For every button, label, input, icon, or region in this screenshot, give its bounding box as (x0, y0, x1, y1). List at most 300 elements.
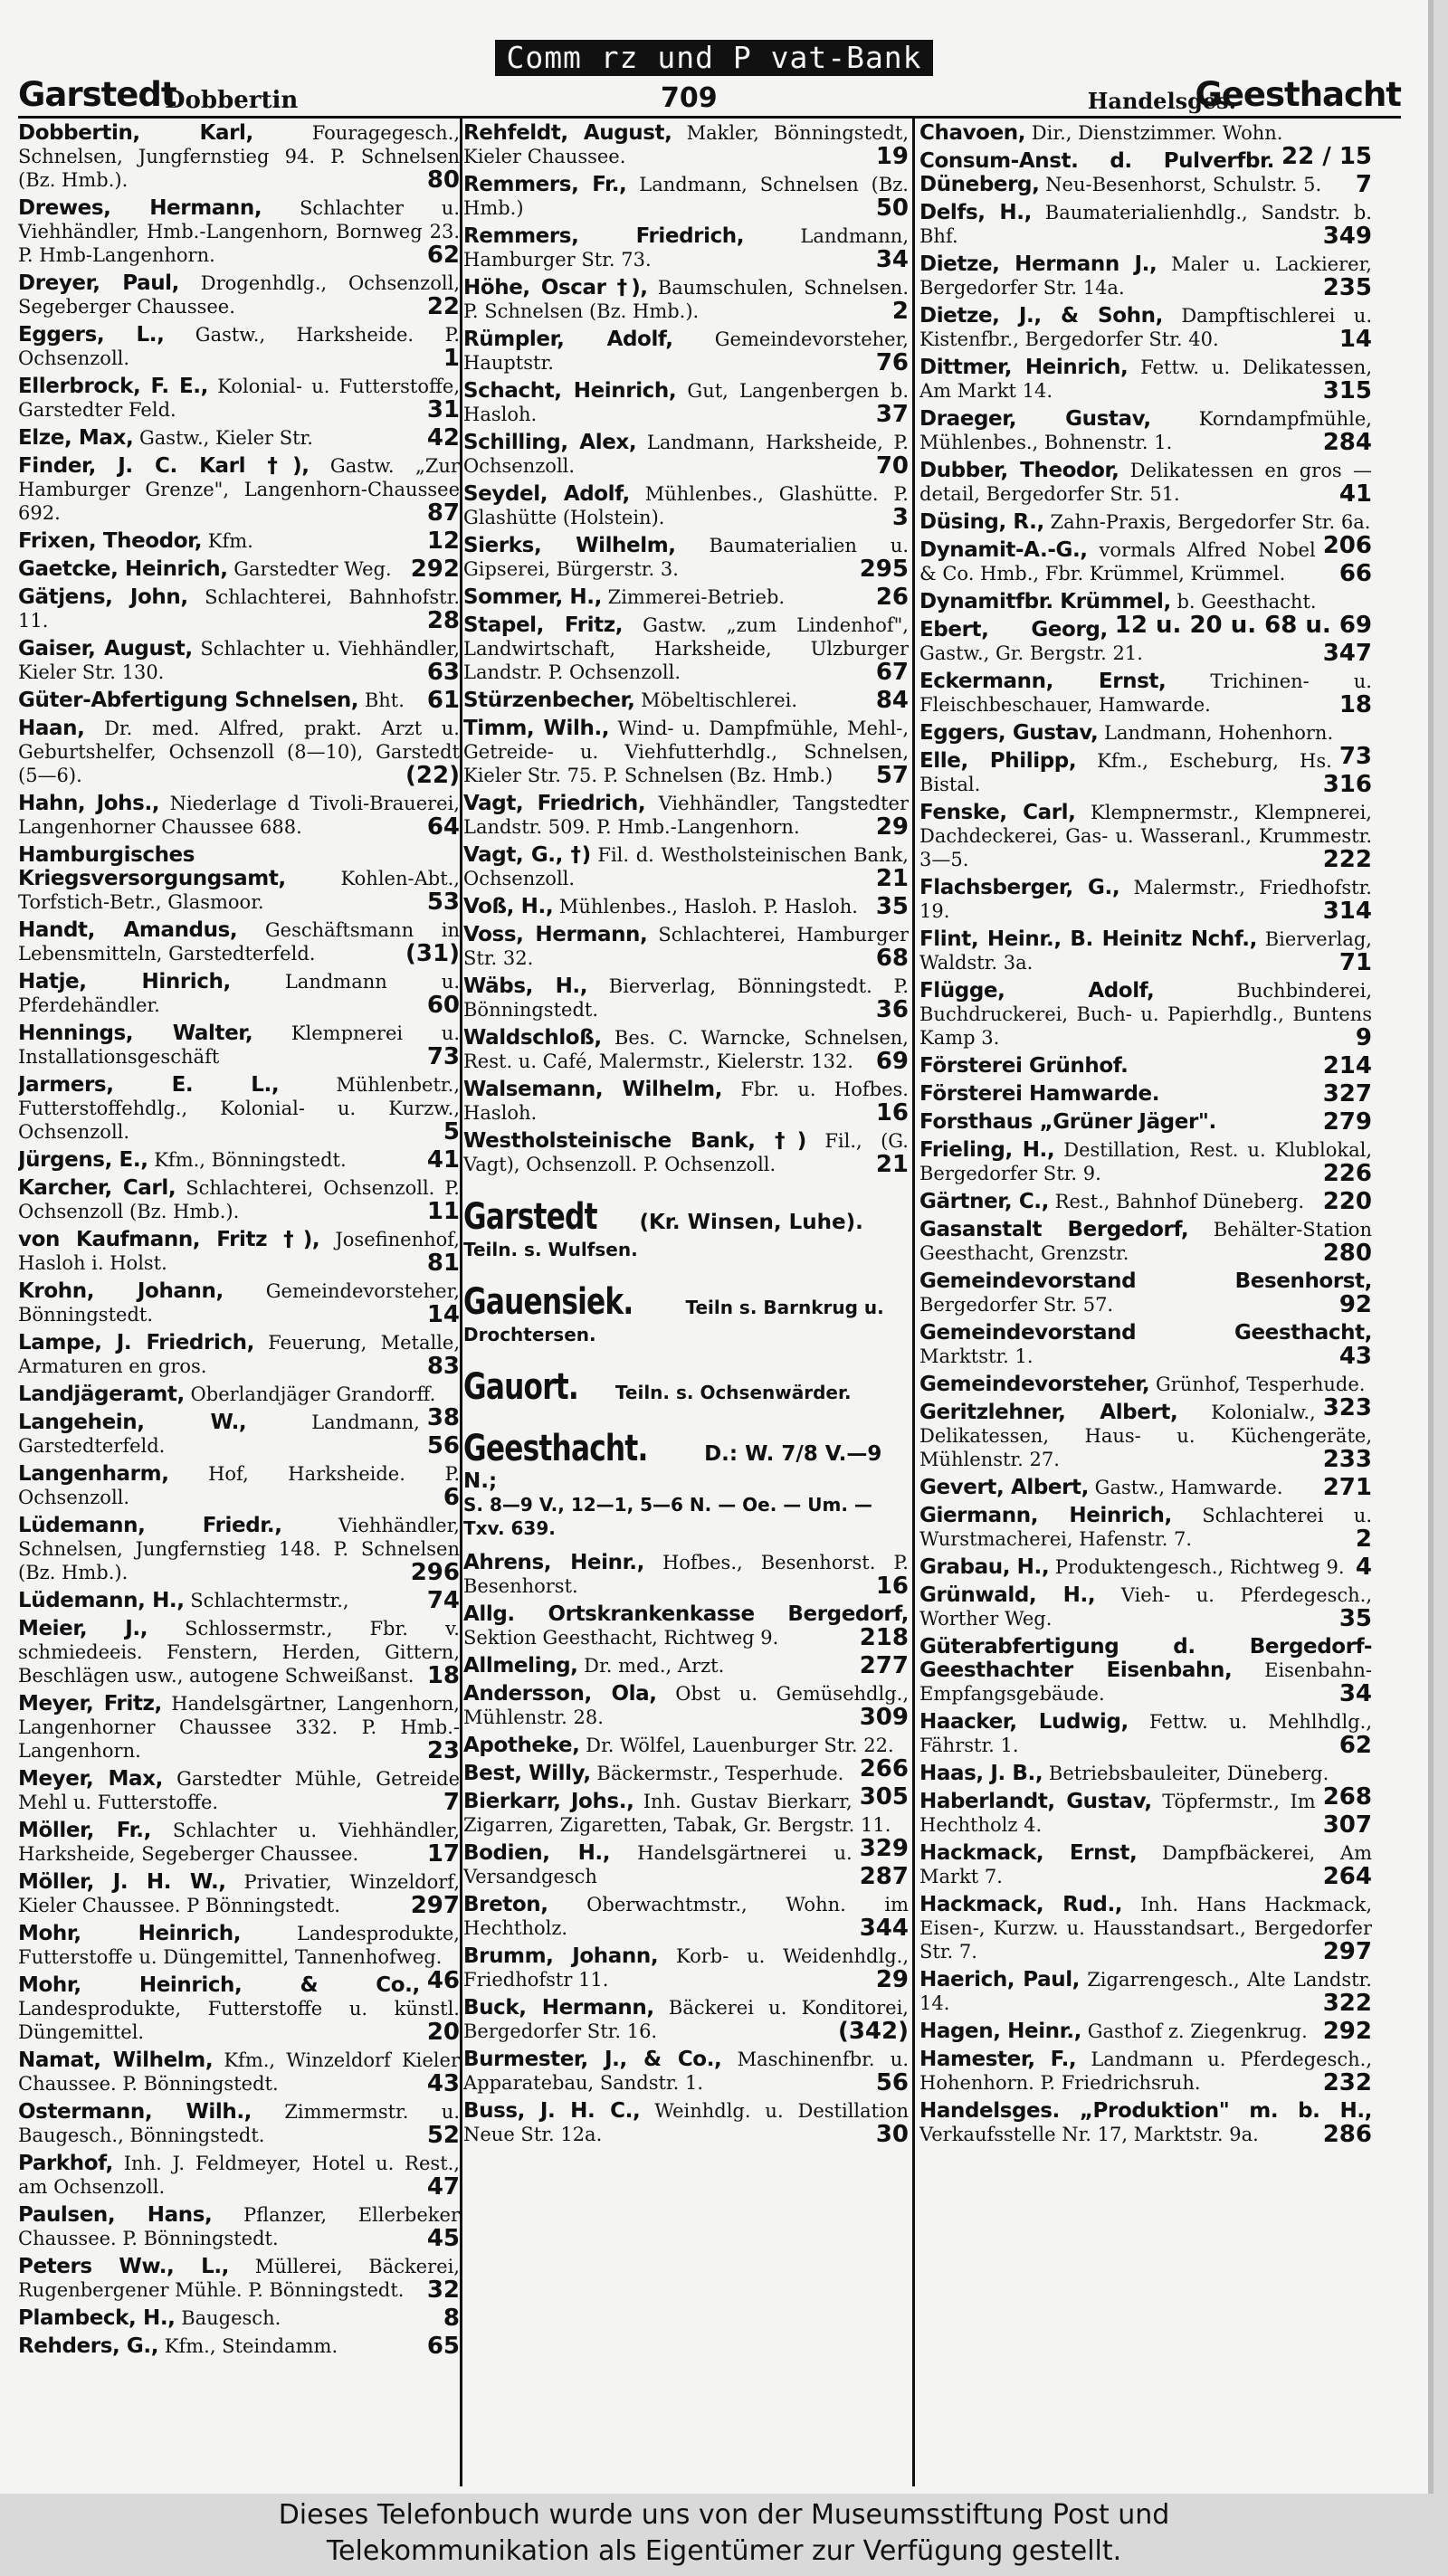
directory-entry (919, 1583, 1372, 1630)
phone-number: 70 (875, 452, 909, 480)
entry-details: Gemeindevorsteher, Bönningstedt. (18, 1280, 460, 1326)
entry-details: Landmann, Garstedterfeld. (18, 1412, 420, 1457)
entry-name: Breton, (463, 1893, 548, 1916)
entry-name: Meier, J., (18, 1617, 148, 1640)
entry-details: Baugesch. (181, 2307, 281, 2329)
phone-number: 284 (1322, 429, 1372, 456)
directory-entry (463, 121, 909, 168)
entry-name: Timm, Wilh., (463, 717, 610, 740)
entry-name: Hamburgisches Kriegsversorgungsamt, (18, 843, 286, 890)
entry-name: Haerich, Paul, (919, 1968, 1081, 1991)
entry-name: Güter-Abfertigung Schnelsen, (18, 689, 359, 712)
phone-number: 292 (1322, 2018, 1372, 2045)
entry-details: Garstedter Mühle, Getreide Mehl u. Futterstoffe. (18, 1768, 460, 1813)
entry-name: Giermann, Heinrich, (919, 1504, 1172, 1527)
directory-entry (463, 482, 909, 529)
footer-line: Dieses Telefonbuch wurde uns von der Museumsstiftung Post und (278, 2499, 1170, 2531)
directory-entry (919, 1893, 1372, 1963)
entry-name: Landjägeramt, (18, 1383, 185, 1406)
phone-number: 22 / 15 (1281, 143, 1372, 170)
directory-entry (18, 271, 460, 318)
phone-number: 2 (891, 298, 909, 325)
directory-entry (919, 201, 1372, 248)
directory-entry (18, 637, 460, 684)
phone-number: 52 (426, 2122, 460, 2149)
entry-details: Gastw. „zum Lindenhof", Landwirtschaft, Harksheide, Ulzburger Landstr. P. Ochsenzoll. (463, 614, 909, 683)
entry-details: Schlachterei, Hamburger Str. 32. (463, 924, 909, 969)
phone-number: 92 (1338, 1291, 1372, 1318)
entry-name: Dubber, Theodor, (919, 459, 1119, 482)
entry-details: Bäckerei u. Konditorei, Bergedorfer Str. 16. (463, 1997, 909, 2042)
entry-name: Hamester, F., (919, 2048, 1077, 2071)
section-title: Garstedt (463, 1196, 597, 1238)
entry-details: Zimmerei-Betrieb. (607, 586, 786, 608)
directory-entry (463, 1551, 909, 1598)
entry-name: Paulsen, Hans, (18, 2203, 213, 2227)
entry-name: Best, Willy, (463, 1762, 591, 1785)
directory-entry (919, 1476, 1372, 1499)
entry-name: Finder, J. C. Karl †), (18, 454, 310, 478)
phone-number: 11 (426, 1198, 460, 1225)
phone-number: 80 (426, 166, 460, 194)
entry-details: Bäckermstr., Tesperhude. (596, 1763, 844, 1784)
entry-details: Behälter-Station Geesthacht, Grenzstr. (919, 1219, 1372, 1264)
directory-entry (919, 407, 1372, 454)
entry-name: Dietze, Hermann J., (919, 252, 1157, 276)
entry-name: Gevert, Albert, (919, 1476, 1089, 1499)
directory-entry (919, 1054, 1372, 1078)
entry-name: Apotheke, (463, 1734, 580, 1757)
entry-details: Malermstr., Friedhofstr. 19. (919, 877, 1372, 922)
directory-entry (919, 1968, 1372, 2015)
directory-entry (919, 979, 1372, 1050)
entry-details: Gastw., Gr. Bergstr. 21. (919, 642, 1143, 664)
phone-number: 1 (443, 345, 460, 372)
entry-details: Fettw. u. Delikatessen, Am Markt 14. (919, 356, 1372, 402)
entry-details: Dr. med. Alfred, prakt. Arzt u. Geburtshelfer, Ochsenzoll (8—10), Garstedt (5—6). (18, 718, 460, 786)
directory-entry (18, 2152, 460, 2199)
entry-details: Töpfermstr., Im Hechtholz 4. (919, 1791, 1316, 1836)
entry-details: Privatier, Winzeldorf, Kieler Chaussee. P Bönningstedt. (18, 1871, 460, 1916)
entry-details: Zahn-Praxis, Bergedorfer Str. 6a. (1050, 511, 1371, 533)
phone-number: 220 (1322, 1188, 1372, 1215)
phone-number: 36 (875, 996, 909, 1023)
entry-name: Draeger, Gustav, (919, 407, 1151, 431)
directory-entry (18, 323, 460, 370)
entry-details: Mühlenbes., Glashütte. P. Glashütte (Holstein). (463, 483, 909, 528)
entry-name: Grabau, H., (919, 1555, 1050, 1579)
directory-entry (463, 1682, 909, 1729)
entry-details: Landmann, Harksheide, P. Ochsenzoll. (463, 432, 909, 477)
entry-details: Josefinenhof, Hasloh i. Holst. (18, 1229, 460, 1274)
phone-number: 264 (1322, 1863, 1372, 1890)
phone-number: 315 (1322, 377, 1372, 404)
entry-name: Buss, J. H. C., (463, 2099, 641, 2123)
entry-name: Gätjens, John, (18, 585, 188, 609)
entry-name: Schacht, Heinrich, (463, 379, 677, 403)
directory-entry (18, 2100, 460, 2147)
phone-number: 271 (1322, 1474, 1372, 1501)
phone-number: 29 (875, 813, 909, 841)
phone-number: 35 (1338, 1605, 1372, 1632)
phone-number: 268 (1322, 1783, 1372, 1811)
entry-details: Inh. J. Feldmeyer, Hotel u. Rest., am Ochsenzoll. (18, 2153, 460, 2198)
entry-name: Hackmack, Ernst, (919, 1841, 1138, 1865)
page-number: 709 (661, 82, 718, 114)
directory-entry (463, 613, 909, 684)
phone-number: 32 (426, 2277, 460, 2304)
section-note: Teiln s. Barnkrug u. Drochtersen. (463, 1297, 884, 1345)
directory-entry (463, 1996, 909, 2043)
directory-entry (18, 1692, 460, 1763)
entry-details: Gemeindevorsteher, Hauptstr. (463, 328, 909, 374)
entry-details: Delikatessen en gros — detail, Bergedorfer Str. 51. (919, 460, 1372, 505)
entry-details: Viehhändler, Schnelsen, Jungfernstieg 148. P. Schnelsen (Bz. Hmb.). (18, 1515, 460, 1583)
entry-details: Pflanzer, Ellerbeker Chaussee. P. Bönningstedt. (18, 2204, 460, 2249)
entry-name: Westholsteinische Bank, †) (463, 1129, 806, 1153)
phone-number: 19 (875, 143, 909, 170)
phone-number: 206 (1322, 532, 1372, 559)
phone-number: 329 (859, 1835, 909, 1862)
entry-name: Remmers, Friedrich, (463, 224, 745, 248)
entry-name: Allg. Ortskrankenkasse Bergedorf, (463, 1602, 909, 1626)
phone-number: 34 (1338, 1680, 1372, 1707)
directory-entry (18, 2334, 460, 2358)
entry-name: Buck, Hermann, (463, 1996, 654, 2020)
section-gauensiek (463, 1281, 909, 1346)
bank-banner-text: Comm rz und P vat-Bank (495, 40, 932, 76)
entry-details: Maschinenfbr. u. Apparatebau, Sandstr. 1. (463, 2048, 909, 2094)
directory-entry (919, 749, 1372, 796)
directory-entry (919, 801, 1372, 871)
entry-name: Langenharm, (18, 1462, 169, 1486)
entry-details: Dr. med., Arzt. (584, 1655, 725, 1677)
phone-number: 14 (1338, 326, 1372, 353)
footer-notice (0, 2494, 1448, 2576)
entry-details: Trichinen- u. Fleischbeschauer, Hamwarde. (919, 670, 1372, 716)
entry-details: Dr. Wölfel, Lauenburger Str. 22. (586, 1735, 894, 1756)
footer-line: Telekommunikation als Eigentümer zur Verfügung gestellt. (326, 2535, 1122, 2567)
entry-details: Schlachter u. Viehhändler, Hmb.-Langenhorn, Bornweg 23. P. Hmb-Langenhorn. (18, 197, 460, 266)
phone-number: 68 (875, 945, 909, 972)
entry-name: Haas, J. B., (919, 1762, 1043, 1785)
entry-details: Drogenhdlg., Ochsenzoll, Segeberger Chaussee. (18, 272, 460, 318)
directory-entry (463, 173, 909, 220)
phone-number: 296 (410, 1559, 460, 1586)
entry-details: Produktengesch., Richtweg 9. (1054, 1556, 1345, 1578)
phone-number: 297 (1322, 1938, 1372, 1965)
entry-name: Dobbertin, Karl, (18, 121, 253, 145)
directory-entry (919, 1269, 1372, 1317)
phone-number: 7 (1355, 171, 1372, 198)
phone-number: 322 (1322, 1990, 1372, 2017)
entry-details: Baumaterialien u. Gipserei, Bürgerstr. 3. (463, 535, 909, 580)
directory-entry (18, 454, 460, 525)
phone-number: 64 (426, 813, 460, 841)
directory-entry (919, 1110, 1372, 1134)
entry-name: Gemeindevorstand Besenhorst, (919, 1269, 1372, 1293)
directory-entry (18, 792, 460, 839)
directory-entry (18, 970, 460, 1017)
entry-name: Allmeling, (463, 1654, 578, 1678)
entry-details: Bergedorfer Str. 57. (919, 1294, 1114, 1316)
entry-details: Dir., Dienstzimmer. Wohn. (1031, 122, 1283, 144)
entry-name: Gemeindevorsteher, (919, 1373, 1150, 1396)
entry-name: Handelsges. „Produktion" m. b. H., (919, 2099, 1372, 2123)
phone-number: 16 (875, 1099, 909, 1126)
directory-entry (919, 1504, 1372, 1551)
entry-details: Fil. d. Westholsteinischen Bank, Ochsenzoll. (463, 844, 909, 889)
entry-details: Zimmermstr. u. Baugesch., Bönningstedt. (18, 2101, 460, 2146)
phone-number: 327 (1322, 1080, 1372, 1107)
phone-number: 9 (1355, 1024, 1372, 1051)
phone-number: 67 (875, 659, 909, 686)
directory-entry (18, 1022, 460, 1069)
entry-name: Ebert, Georg, (919, 618, 1108, 642)
phone-number: 309 (859, 1704, 909, 1731)
phone-number: 56 (875, 2069, 909, 2096)
phone-number: 47 (426, 2173, 460, 2201)
entry-name: Lampe, J. Friedrich, (18, 1331, 254, 1355)
section-title: Gauort. (463, 1366, 579, 1408)
phone-number: 65 (426, 2333, 460, 2360)
directory-entry (18, 1073, 460, 1144)
entry-name: Handt, Amandus, (18, 918, 238, 942)
entry-name: Vagt, G., †) (463, 843, 591, 867)
column-3 (919, 121, 1372, 2474)
directory-entry (18, 843, 460, 914)
entry-details: Schlachterei, Ochsenzoll. P. Ochsenzoll (Bz. Hmb.). (18, 1177, 460, 1222)
entry-details: Betriebsbauleiter, Düneberg. (1048, 1763, 1329, 1784)
entry-details: Vieh- u. Pferdegesch., Worther Weg. (919, 1584, 1372, 1630)
directory-entry (18, 375, 460, 422)
entry-details: Wind- u. Dampfmühle, Mehl-, Getreide- u. Viehfutterhdlg., Schnelsen, Kieler Str. 75. P. Schnelsen (Bz. Hmb.) (463, 718, 909, 786)
directory-entry (18, 1176, 460, 1223)
entry-name: Fenske, Carl, (919, 801, 1076, 824)
entry-name: Walsemann, Wilhelm, (463, 1078, 723, 1101)
phone-number: 3 (891, 504, 909, 531)
entry-name: Hahn, Johs., (18, 792, 160, 815)
entry-name: Möller, Fr., (18, 1819, 151, 1842)
directory-entry (18, 1589, 460, 1612)
phone-number: 349 (1322, 223, 1372, 250)
entry-name: Seydel, Adolf, (463, 482, 630, 506)
entry-name: Gaetcke, Heinrich, (18, 557, 228, 581)
phone-number: 35 (875, 893, 909, 920)
phone-number: 22 (426, 293, 460, 320)
column-2 (463, 121, 909, 2474)
entry-name: Dreyer, Paul, (18, 271, 179, 295)
entry-name: Chavoen, (919, 121, 1026, 145)
entry-name: Gaiser, August, (18, 637, 193, 661)
entry-details: Zigarrengesch., Alte Landstr. 14. (919, 1969, 1372, 2014)
phone-number: 63 (426, 659, 460, 686)
entry-name: Güterabfertigung d. Bergedorf-Geesthachter Eisenbahn, (919, 1635, 1372, 1682)
directory-entry (919, 1401, 1372, 1471)
entry-details: vormals Alfred Nobel & Co. Hmb., Fbr. Krümmel, Krümmel. (919, 539, 1316, 585)
section-note: S. 8—9 V., 12—1, 5—6 N. — Oe. — Um. — Txv. 639. (463, 1494, 872, 1539)
phone-number: 297 (410, 1892, 460, 1919)
entry-details: Fouragegesch., Schnelsen, Jungfernstieg 94. P. Schnelsen (Bz. Hmb.). (18, 122, 460, 191)
phone-number: 53 (426, 889, 460, 916)
phone-number: 28 (426, 607, 460, 634)
phone-number: 266 (859, 1755, 909, 1782)
phone-number: 42 (426, 424, 460, 452)
entry-details: Handelsgärtner, Langenhorn, Langenhorner Chaussee 332. P. Hmb.-Langenhorn. (18, 1693, 460, 1762)
entry-details: Landesprodukte, Futterstoffe u. künstl. Düngemittel. (18, 1998, 460, 2043)
entry-details: Garstedter Weg. (233, 558, 392, 580)
phone-number: 8 (443, 2305, 460, 2332)
entry-details: Bes. C. Warncke, Schnelsen, Rest. u. Café, Malermstr., Kielerstr. 132. (463, 1027, 909, 1072)
phone-number: 37 (875, 401, 909, 428)
entry-name: Hennings, Walter, (18, 1022, 253, 1045)
entry-details: Kolonialw., Delikatessen, Haus- u. Küchengeräte, Mühlenstr. 27. (919, 1402, 1372, 1470)
entry-details: Gastw., Hamwarde. (1094, 1477, 1283, 1498)
entry-name: Haberlandt, Gustav, (919, 1790, 1152, 1813)
entry-name: Dittmer, Heinrich, (919, 356, 1129, 379)
entry-name: Frixen, Theodor, (18, 529, 203, 553)
phone-number: 66 (1338, 560, 1372, 587)
directory-entry (463, 923, 909, 970)
entry-name: Schilling, Alex, (463, 431, 637, 454)
entry-details: Landmann u. Pferdehändler. (18, 971, 460, 1016)
directory-entry (463, 1602, 909, 1649)
entry-name: Jarmers, E. L., (18, 1073, 280, 1097)
phone-number: 46 (426, 1967, 460, 1994)
entry-name: Höhe, Oscar †), (463, 276, 648, 299)
entry-name: Flügge, Adolf, (919, 979, 1155, 1003)
phone-number: 30 (875, 2121, 909, 2148)
entry-details: Destillation, Rest. u. Klublokal, Bergedorfer Str. 9. (919, 1139, 1372, 1184)
entry-name: Brumm, Johann, (463, 1944, 659, 1968)
entry-details: Korndampfmühle, Mühlenbes., Bohnenstr. 1. (919, 408, 1372, 453)
phone-number: 218 (859, 1624, 909, 1651)
phone-number: 20 (426, 2019, 460, 2046)
entry-details: Kohlen-Abt., Torfstich-Betr., Glasmoor. (18, 868, 460, 913)
phone-number: 344 (859, 1915, 909, 1942)
entry-name: Langehein, W., (18, 1411, 247, 1434)
entry-name: Haacker, Ludwig, (919, 1710, 1129, 1734)
entry-details: Feuerung, Metalle, Armaturen en gros. (18, 1332, 460, 1377)
entry-details: Kfm., Bönningstedt. (154, 1149, 347, 1171)
directory-entry (463, 717, 909, 787)
entry-name: Stürzenbecher, (463, 689, 635, 712)
phone-number: 279 (1322, 1108, 1372, 1136)
entry-name: Wäbs, H., (463, 974, 588, 998)
phone-number: 292 (410, 556, 460, 583)
directory-entry (463, 2048, 909, 2095)
entry-name: Stapel, Fritz, (463, 613, 624, 637)
entry-name: Remmers, Fr., (463, 173, 627, 196)
phone-number: 233 (1322, 1446, 1372, 1473)
phone-number: 226 (1322, 1160, 1372, 1187)
section-title: Gauensiek. (463, 1281, 634, 1323)
entry-details: Obst u. Gemüsehdlg., Mühlenstr. 28. (463, 1683, 909, 1728)
section-subtitle: (Kr. Winsen, Luhe). (639, 1211, 863, 1234)
entry-details: Fil., (G. Vagt), Ochsenzoll. P. Ochsenzoll. (463, 1130, 909, 1175)
entry-name: Haan, (18, 717, 85, 740)
directory-entry (18, 1279, 460, 1326)
header-rule (18, 116, 1401, 119)
entry-details: Gastw., Harksheide. P. Ochsenzoll. (18, 324, 460, 369)
entry-details: Gut, Langenbergen b. Hasloh. (463, 380, 909, 425)
phone-number: (31) (405, 940, 460, 967)
directory-entry (919, 1790, 1372, 1837)
directory-entry (919, 927, 1372, 974)
phone-number: 29 (875, 1966, 909, 1993)
entry-name: Mohr, Heinrich, & Co., (18, 1973, 420, 1997)
directory-entry (463, 843, 909, 890)
directory-entry (18, 1767, 460, 1814)
entry-details: Gastw., Kieler Str. (139, 427, 313, 449)
phone-number: 81 (426, 1250, 460, 1277)
phone-number: 23 (426, 1737, 460, 1764)
phone-number: 74 (426, 1587, 460, 1614)
entry-name: Krohn, Johann, (18, 1279, 224, 1303)
phone-number: 31 (426, 396, 460, 423)
entry-name: Meyer, Max, (18, 1767, 163, 1791)
entry-name: Dynamitfbr. Krümmel, (919, 590, 1171, 613)
entry-details: Kfm., Winzeldorf Kieler Chaussee. P. Bönningstedt. (18, 2049, 460, 2095)
directory-entry (463, 1654, 909, 1678)
entry-details: Viehhändler, Tangstedter Landstr. 509. P. Hmb.-Langenhorn. (463, 793, 909, 838)
entry-details: Gasthof z. Ziegenkrug. (1087, 2020, 1308, 2042)
directory-entry (18, 1148, 460, 1172)
phone-number: 305 (859, 1783, 909, 1811)
entry-details: Mühlenbetr., Futterstoffehdlg., Kolonial- u. Kurzw., Ochsenzoll. (18, 1074, 460, 1143)
entry-name: Geritzlehner, Albert, (919, 1401, 1178, 1424)
phone-number: 2 (1355, 1526, 1372, 1553)
entry-details: Schlachterei u. Wurstmacherei, Hafenstr. 7. (919, 1505, 1372, 1550)
entry-name: Dynamit-A.-G., (919, 538, 1088, 562)
column-divider (912, 116, 915, 2486)
phone-number: 62 (426, 242, 460, 269)
entry-name: Consum-Anst. d. Pulverfbr. Düneberg, (919, 149, 1275, 196)
entry-name: Rehders, G., (18, 2334, 159, 2358)
entry-name: Möller, J. H. W., (18, 1870, 226, 1894)
directory-entry (18, 1819, 460, 1866)
phone-number: 277 (859, 1652, 909, 1679)
entry-details: Baumschulen, Schnelsen. P. Schnelsen (Bz. Hmb.). (463, 277, 909, 322)
directory-entry (919, 121, 1372, 170)
phone-number: 43 (1338, 1343, 1372, 1370)
entry-name: Plambeck, H., (18, 2306, 176, 2330)
phone-number: 287 (859, 1863, 909, 1890)
directory-entry (463, 224, 909, 271)
entry-name: Delfs, H., (919, 201, 1032, 224)
entry-details: Inh. Gustav Bierkarr, Zigarren, Zigaretten, Tabak, Gr. Bergstr. 11. (463, 1791, 891, 1836)
section-geesthacht (463, 1428, 909, 1540)
section-gauort (463, 1366, 909, 1408)
entry-details: Marktstr. 1. (919, 1345, 1034, 1367)
section-garstedt (463, 1196, 909, 1261)
directory-entry (919, 1635, 1372, 1706)
phone-number: 43 (426, 2070, 460, 2097)
phone-number: 56 (426, 1432, 460, 1459)
entry-details: Makler, Bönningstedt, Kieler Chaussee. (463, 122, 909, 167)
entry-name: Dietze, J., & Sohn, (919, 304, 1163, 328)
phone-number: 69 (875, 1048, 909, 1075)
phone-number: 41 (1338, 480, 1372, 508)
directory-entry (919, 356, 1372, 403)
phone-number: 34 (875, 246, 909, 273)
phone-number: 73 (426, 1043, 460, 1070)
phone-number: 41 (426, 1146, 460, 1174)
phone-number: 323 (1322, 1394, 1372, 1421)
entry-name: Hagen, Heinr., (919, 2020, 1081, 2043)
entry-details: Grünhof, Tesperhude. (1155, 1374, 1366, 1395)
phone-number: 45 (426, 2225, 460, 2252)
